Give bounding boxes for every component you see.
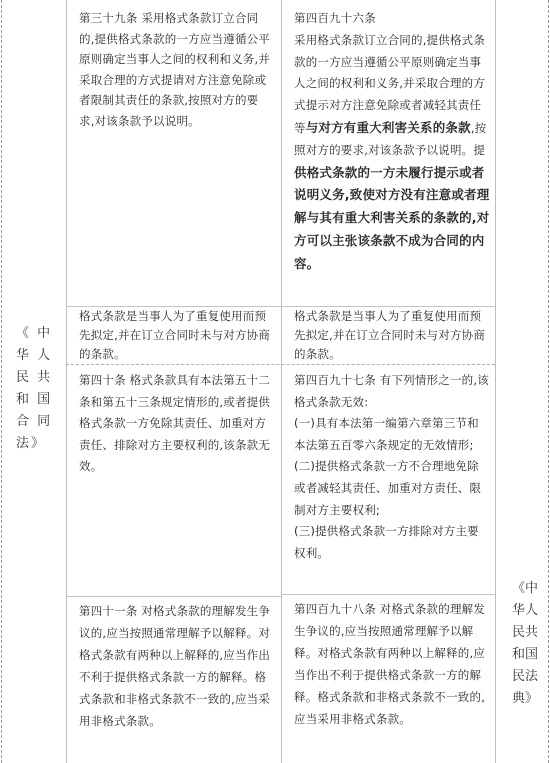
civil-code-article-498-text: 第四百九十八条 对格式条款的理解发生争议的,应当按照通常理解予以解释。对格式条款有两种以上解释的,应当作出不利于提供格式条款一方的解释。格式条款和非格式条款不一致的,应当采用非格式条款。 (294, 602, 486, 726)
contract-law-format-clause-definition (79, 307, 273, 364)
civil-code-article-497 (294, 370, 490, 564)
civil-code-label: 《中 华人 民共 和国 民法 典》 (512, 581, 539, 706)
right-outer-border (548, 0, 549, 763)
contract-law-article-41-text: 第四十一条 对格式条款的理解发生争议的,应当按照通常理解予以解释。对格式条款有两种以上解释的,应当作出不利于提供格式条款一方的解释。格式条款和非格式条款不一致的,应当采用非格式条款。 (79, 604, 271, 728)
civil-code-article-496-title: 第四百九十六条 (294, 11, 376, 25)
contract-law-article-41 (79, 600, 273, 732)
civil-code-article-498 (294, 598, 490, 730)
civil-code-496-bold2: 供格式条款的一方未履行提示或者说明义务,致使对方没有注意或者理解与其有重大利害关系的条款的,对方可以主张该条款不成为合同的内容。 (294, 164, 490, 271)
civil-code-497-item-2: (二)提供格式条款一方不合理地免除或者减轻其责任、加重对方责任、限制对方主要权利; (294, 459, 482, 517)
civil-code-496-bold1: 与对方有重大利害关系的条款 (305, 119, 471, 135)
row-divider-2 (66, 364, 495, 365)
right-column-divider (495, 0, 496, 763)
contract-law-article-40-text: 第四十条 格式条款具有本法第五十二条和第五十三条规定情形的,或者提供格式条款一方免除其责任、加重对方责任、排除对方主要权利的,该条款无效。 (79, 373, 271, 474)
civil-code-497-item-1: (一)具有本法第一编第六章第三节和本法第五百零六条规定的无效情形; (294, 416, 479, 452)
civil-code-article-496 (294, 8, 490, 276)
row-divider-3b (281, 594, 495, 595)
civil-code-article-496-text (294, 30, 490, 276)
left-outer-border (1, 0, 2, 763)
contract-law-label: 《 中 华 人 民 共 和 国 合 同 法》 (16, 326, 53, 451)
contract-law-article-39 (79, 8, 273, 132)
civil-code-497-item-3: (三)提供格式条款一方排除对方主要权利。 (294, 524, 479, 560)
civil-code-format-clause-text: 格式条款是当事人为了重复使用而预先拟定,并在订立合同时未与对方协商的条款。 (294, 309, 486, 361)
row-divider-3a (66, 596, 281, 597)
left-column-divider (66, 0, 67, 763)
middle-column-divider (281, 0, 282, 763)
contract-law-format-clause-text: 格式条款是当事人为了重复使用而预先拟定,并在订立合同时未与对方协商的条款。 (79, 309, 271, 361)
civil-code-496-part1: 采用格式条款订立合同的,提供格式条款的一方应当遵循公平原则确定当事人之间的权利和义务,并采取合理的方式提示对方注意免除或者减轻其责任等 (294, 32, 486, 135)
contract-law-article-40 (79, 370, 273, 478)
contract-law-article-39-text: 第三十九条 采用格式条款订立合同的,提供格式条款的一方应当遵循公平原则确定当事人之间的权利和义务,并采取合理的方式提请对方注意免除或者限制其责任的条款,按照对方的要求,对该条款予以说明。 (79, 11, 271, 128)
civil-code-format-clause-definition (294, 307, 490, 364)
civil-code-article-497-title: 第四百九十七条 有下列情形之一的,该格式条款无效: (294, 373, 489, 409)
civil-code-496-part2: ,按照对方的要求,对该条款予以说明。提 (294, 120, 487, 157)
